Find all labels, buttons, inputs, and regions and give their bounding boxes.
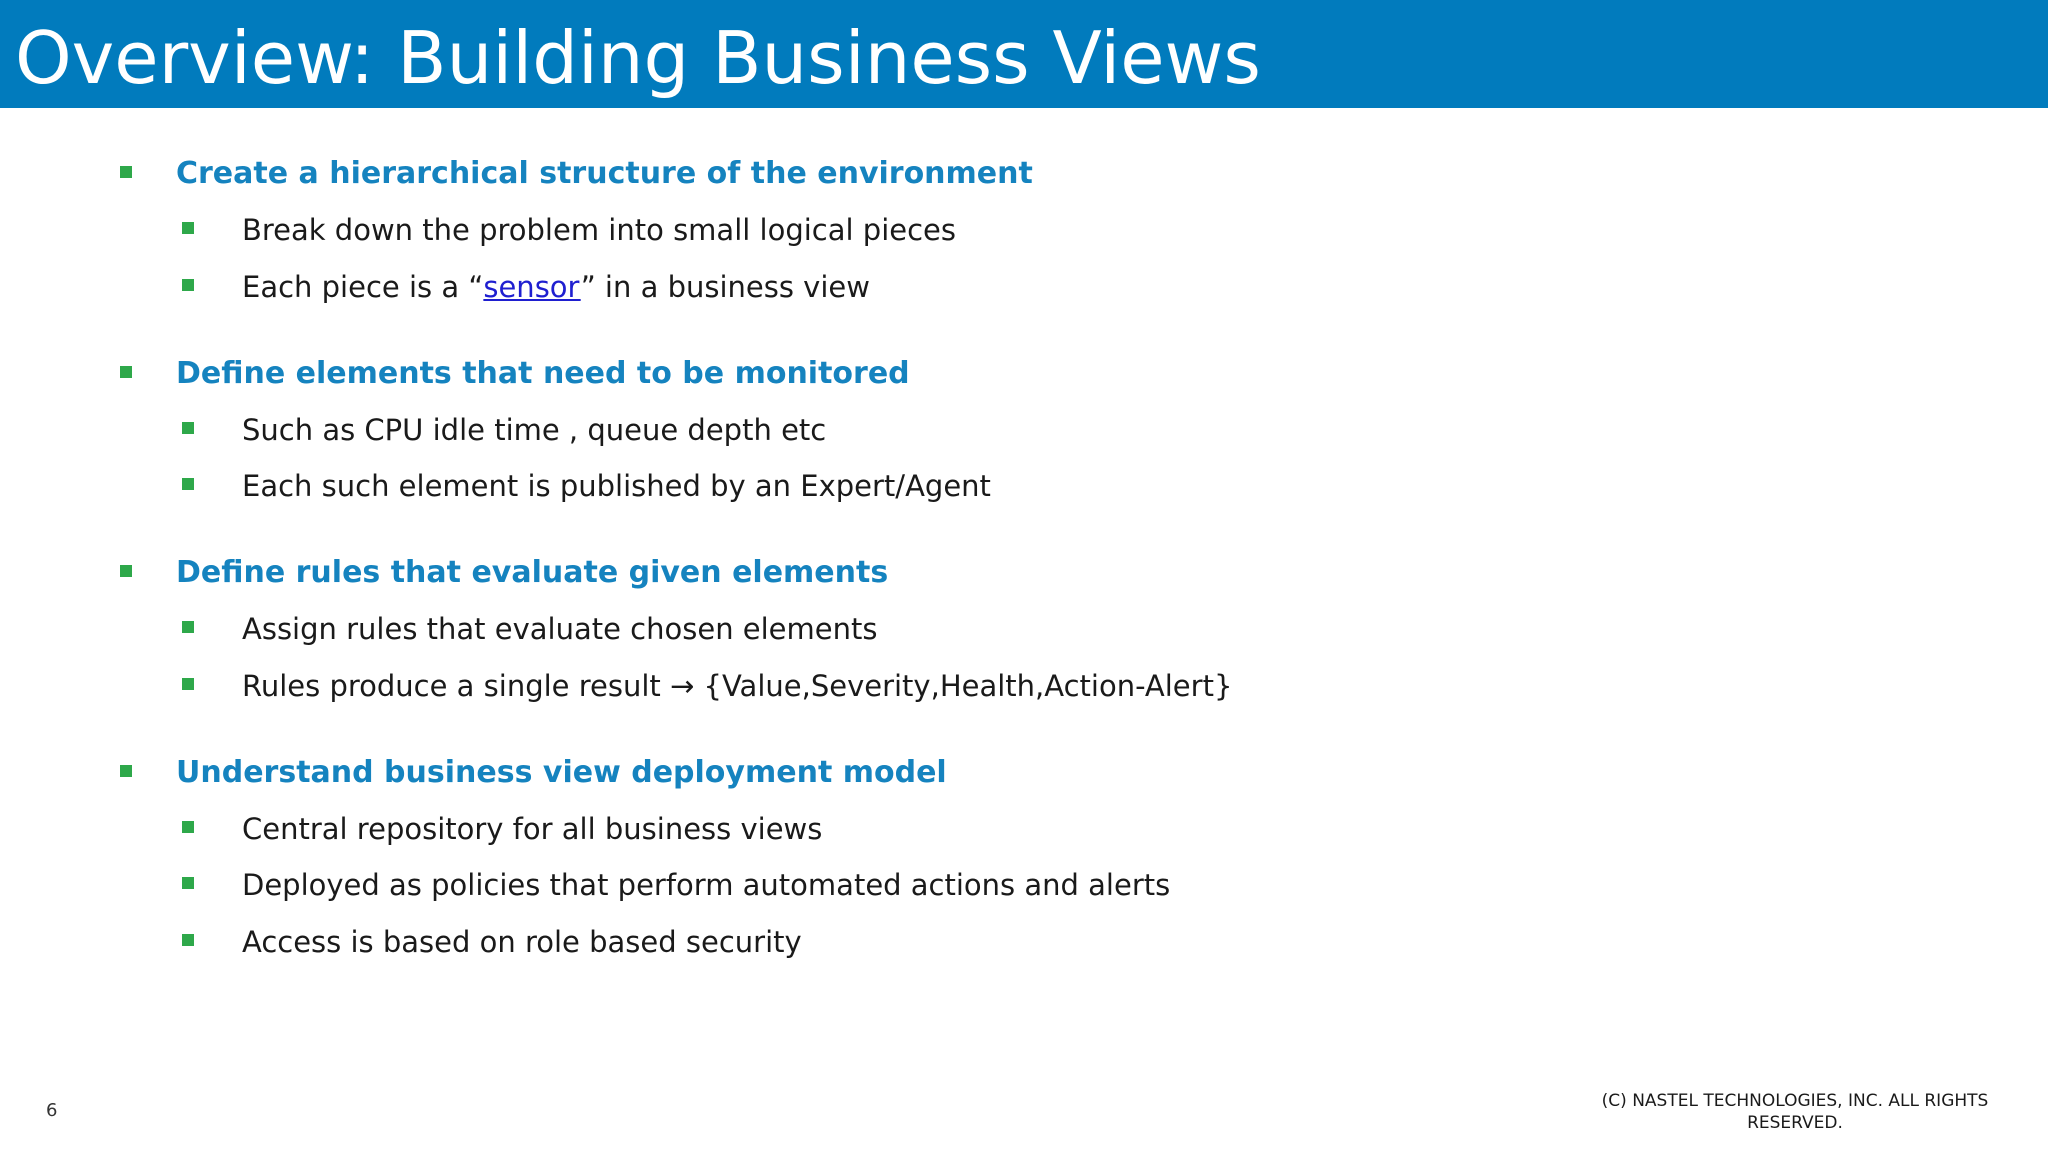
section-heading-text: Define rules that evaluate given elements	[176, 555, 889, 590]
bullet-icon	[182, 222, 194, 234]
copyright-line: RESERVED.	[1747, 1113, 1843, 1133]
sensor-link[interactable]: sensor	[483, 270, 581, 304]
list-item-text: Deployed as policies that perform automated actions and alerts	[242, 868, 1171, 902]
bullet-icon	[182, 877, 194, 889]
list-item-text: Access is based on role based security	[242, 925, 802, 959]
list-item-text: Such as CPU idle time , queue depth etc	[242, 413, 827, 447]
slide-title: Overview: Building Business Views	[15, 16, 1261, 100]
section-heading-text: Create a hierarchical structure of the environment	[176, 156, 1033, 191]
bullet-icon	[120, 366, 132, 378]
section-heading-text: Define elements that need to be monitored	[176, 356, 910, 391]
list-item-text	[242, 267, 870, 307]
copyright-line: (C) NASTEL TECHNOLOGIES, INC. ALL RIGHTS	[1601, 1091, 1989, 1111]
list-item-text: Assign rules that evaluate chosen elements	[242, 612, 878, 646]
section-heading-text: Understand business view deployment model	[176, 755, 947, 790]
list-item-text-post: ” in a business view	[580, 270, 870, 304]
bullet-icon	[182, 934, 194, 946]
title-bar	[0, 0, 2048, 108]
bullet-icon	[120, 565, 132, 577]
list-item-text-pre: Each piece is a “	[242, 270, 484, 304]
page-number: 6	[46, 1100, 58, 1121]
bullet-icon	[182, 821, 194, 833]
bullet-icon	[182, 279, 194, 291]
bullet-icon	[120, 765, 132, 777]
bullet-icon	[120, 166, 132, 178]
bullet-icon	[182, 678, 194, 690]
copyright-notice	[1560, 1090, 2030, 1134]
list-item-text: Rules produce a single result → {Value,Severity,Health,Action-Alert}	[242, 669, 1233, 703]
list-item-text: Each such element is published by an Expert/Agent	[242, 469, 991, 503]
bullet-icon	[182, 422, 194, 434]
bullet-icon	[182, 478, 194, 490]
bullet-icon	[182, 621, 194, 633]
list-item-text: Central repository for all business views	[242, 812, 823, 846]
list-item-text: Break down the problem into small logical pieces	[242, 213, 956, 247]
